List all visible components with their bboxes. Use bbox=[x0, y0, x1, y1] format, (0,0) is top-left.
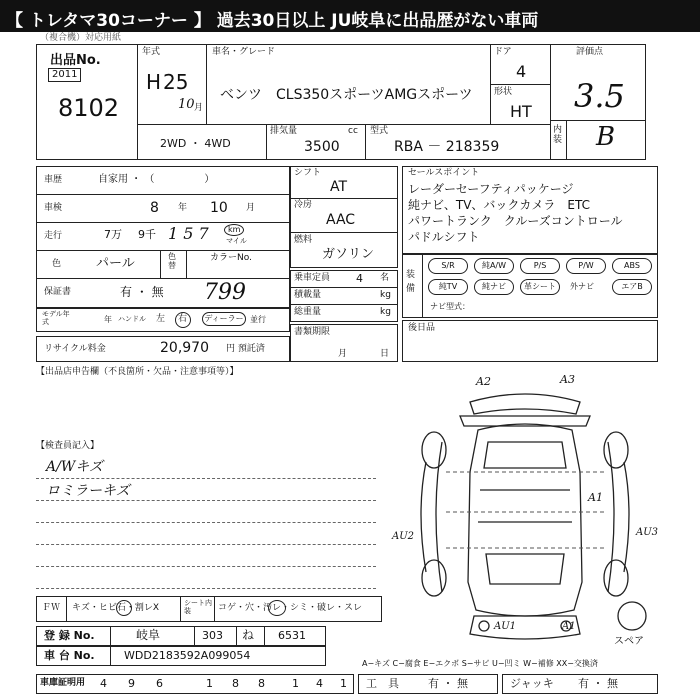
seat-label: シート内装 bbox=[184, 599, 212, 616]
inspection-label: 車検 bbox=[44, 203, 63, 213]
docs-day-unit: 日 bbox=[380, 349, 390, 359]
equipment-label: 装備 bbox=[406, 270, 416, 295]
inspection-month-unit: 月 bbox=[246, 203, 256, 213]
aircon-label: 冷房 bbox=[294, 200, 313, 210]
registration-label: 登 録 No. bbox=[44, 629, 95, 642]
year-month: 10 bbox=[178, 97, 195, 112]
equip-chip: 純A/W bbox=[474, 258, 514, 274]
warranty-label: 保証書 bbox=[44, 287, 72, 297]
equip-chip: P/W bbox=[566, 258, 606, 274]
model-year-label: モデル年式 bbox=[42, 310, 70, 326]
score-label: 評価点 bbox=[576, 47, 604, 57]
capacity-unit: 名 bbox=[380, 273, 390, 283]
model-label: 型式 bbox=[370, 126, 389, 136]
spare-label: スペア bbox=[614, 636, 644, 647]
color-code-label: カラーNo. bbox=[210, 253, 252, 263]
cert-digit: 8 bbox=[258, 677, 265, 690]
damage-mark: A2 bbox=[476, 375, 491, 388]
warranty-value: 有 ・ 無 bbox=[120, 285, 164, 299]
sales-point-line: 純ナビ、TV、バックカメラ ETC bbox=[408, 198, 591, 212]
year-month-unit: 月 bbox=[194, 103, 204, 113]
displacement-value: 3500 bbox=[304, 139, 340, 155]
car-name: ベンツ CLS350スポーツAMGスポーツ bbox=[220, 87, 473, 103]
damage-mark: A1 bbox=[588, 491, 603, 504]
fw-label: ＦＷ bbox=[42, 603, 61, 613]
cert-digit: 1 bbox=[292, 677, 299, 690]
color-change-label: 色替 bbox=[168, 252, 176, 270]
cert-digit: 6 bbox=[156, 677, 163, 690]
damage-mark: A1 bbox=[562, 621, 576, 632]
import-label: 並行 bbox=[250, 315, 266, 324]
color-label: 色 bbox=[52, 259, 62, 269]
load-label: 積載量 bbox=[294, 290, 322, 300]
damage-mark: A3 bbox=[560, 373, 575, 386]
fuel-value: ガソリン bbox=[322, 247, 375, 262]
doors-label: ドア bbox=[494, 47, 512, 57]
history-label: 車歴 bbox=[44, 175, 63, 185]
doors-value: 4 bbox=[516, 62, 527, 81]
subheader: （複合機）対応用紙 bbox=[40, 33, 122, 43]
inspection-month: 10 bbox=[210, 200, 228, 216]
lot-year-stamp: 2011 bbox=[48, 68, 81, 82]
post-check-block bbox=[402, 320, 658, 362]
body-type: HT bbox=[510, 102, 532, 121]
handle-right: 右 bbox=[178, 314, 188, 324]
load-unit: kg bbox=[380, 290, 391, 300]
inspection-year: 8 bbox=[150, 200, 159, 216]
color-code: 799 bbox=[204, 280, 246, 305]
mileage-sen: 9千 bbox=[138, 228, 156, 241]
equip-chip: 純ナビ bbox=[474, 279, 514, 295]
damage-mark: AU2 bbox=[392, 531, 415, 542]
fuel-label: 燃料 bbox=[294, 235, 313, 245]
jack-label: ジャッキ bbox=[510, 677, 554, 690]
navi-model-label: ナビ型式： bbox=[430, 302, 470, 311]
mileage-label: 走行 bbox=[44, 231, 63, 241]
banner: 【 トレタマ30コーナー 】 過去30日以上 JU岐阜に出品歴がない車両 bbox=[0, 0, 700, 32]
body-type-label: 形状 bbox=[494, 87, 513, 97]
sales-point-line: レーダーセーフティパッケージ bbox=[408, 182, 574, 196]
cert-digit: 1 bbox=[206, 677, 213, 690]
fw-circle-mark bbox=[116, 600, 132, 616]
equip-chip: 純TV bbox=[428, 279, 468, 295]
inspector-note: ロミラーキズ bbox=[46, 483, 130, 499]
interior-label: 内装 bbox=[553, 125, 563, 145]
sales-points-label: セールスポイント bbox=[408, 168, 480, 178]
handle-label: ハンドル bbox=[118, 315, 146, 323]
equip-chip: S/R bbox=[428, 258, 468, 274]
recycle-label: リサイクル料金 bbox=[44, 344, 106, 354]
displacement-label: 排気量 bbox=[270, 126, 298, 136]
aircon-value: AAC bbox=[326, 212, 356, 228]
drive-type: 2WD ・ 4WD bbox=[160, 137, 231, 150]
damage-mark: AU3 bbox=[636, 527, 659, 538]
docs-month-unit: 月 bbox=[338, 349, 348, 359]
year-era: H bbox=[146, 70, 162, 94]
score-value: 3.5 bbox=[574, 77, 625, 115]
shift-value: AT bbox=[330, 179, 348, 195]
recycle-value: 20,970 bbox=[160, 340, 209, 356]
lot-number: 8102 bbox=[58, 94, 120, 122]
cert-digit: 9 bbox=[128, 677, 135, 690]
color-value: パール bbox=[96, 256, 135, 271]
cert-digit: 4 bbox=[100, 677, 107, 690]
mileage-man: 7万 bbox=[104, 228, 122, 241]
equip-text: 外ナビ bbox=[570, 282, 594, 291]
inspection-year-unit: 年 bbox=[178, 203, 188, 213]
car-name-label: 車名・グレード bbox=[212, 47, 276, 57]
cert-digit: 8 bbox=[232, 677, 239, 690]
cert-digit: 4 bbox=[316, 677, 323, 690]
inspector-label: 【検査員記入】 bbox=[36, 441, 100, 451]
recycle-unit: 円 預託済 bbox=[226, 344, 265, 354]
equip-chip: 革シート bbox=[520, 279, 560, 295]
seat-value: コゲ・穴・汚レ・シミ・破レ・スレ bbox=[218, 603, 363, 613]
year-value: 25 bbox=[163, 70, 189, 94]
car-damage-diagram bbox=[390, 372, 660, 652]
tools-label: 工 具 bbox=[366, 677, 399, 690]
tools-value: 有 ・ 無 bbox=[428, 677, 468, 690]
seat-circle-mark bbox=[268, 600, 286, 616]
registration-number: 6531 bbox=[278, 629, 306, 642]
chassis-label: 車 台 No. bbox=[44, 649, 95, 662]
jack-value: 有 ・ 無 bbox=[578, 677, 618, 690]
gross-unit: kg bbox=[380, 307, 391, 317]
gross-label: 総重量 bbox=[294, 307, 322, 317]
interior-value: B bbox=[596, 122, 616, 152]
damage-legend: A−キズ C−腐食 E−エクボ S−サビ U−凹ミ W−補修 XX−交換済 bbox=[362, 659, 598, 668]
declaration-label: 【出品店申告欄（不良箇所・欠品・注意事項等）】 bbox=[36, 367, 239, 377]
cert-digit: 1 bbox=[340, 677, 347, 690]
registration-place: 岐阜 bbox=[136, 628, 161, 642]
chassis-number: WDD2183592A099054 bbox=[124, 649, 251, 662]
capacity-label: 乗車定員 bbox=[294, 273, 331, 283]
mileage-unit-km: km bbox=[228, 225, 241, 234]
sales-point-line: パワートランク クルーズコントロール bbox=[408, 214, 623, 228]
damage-mark: AU1 bbox=[494, 621, 517, 632]
post-check-label: 後日品 bbox=[408, 323, 436, 333]
equip-chip: エアB bbox=[612, 279, 652, 295]
displacement-unit: cc bbox=[348, 126, 358, 136]
year-label: 年式 bbox=[142, 47, 161, 57]
model-value: RBA － 218359 bbox=[394, 139, 500, 155]
mileage-unit-mile: マイル bbox=[226, 237, 247, 245]
capacity-value: 4 bbox=[356, 272, 363, 285]
registration-class: 303 bbox=[202, 629, 223, 642]
inspector-note: A/Wキズ bbox=[46, 459, 103, 475]
registration-kana: ね bbox=[242, 628, 255, 642]
cert-label: 車庫証明用 bbox=[40, 678, 86, 688]
equip-chip: P/S bbox=[520, 258, 560, 274]
docs-deadline-label: 書類期限 bbox=[294, 327, 331, 337]
sales-point-line: パドルシフト bbox=[408, 230, 480, 244]
lot-label: 出品No. bbox=[50, 53, 101, 68]
model-year-unit: 年 bbox=[104, 315, 112, 324]
fw-value: キズ・ヒビ石・割レX bbox=[72, 603, 159, 613]
mileage-hand: 1 5 7 bbox=[168, 224, 209, 243]
dealer-mark: ディーラー bbox=[202, 312, 246, 326]
history-value: 自家用 ・ （ ） bbox=[98, 174, 215, 185]
handle-left: 左 bbox=[156, 314, 166, 324]
shift-label: シフト bbox=[294, 168, 322, 178]
equip-chip: ABS bbox=[612, 258, 652, 274]
